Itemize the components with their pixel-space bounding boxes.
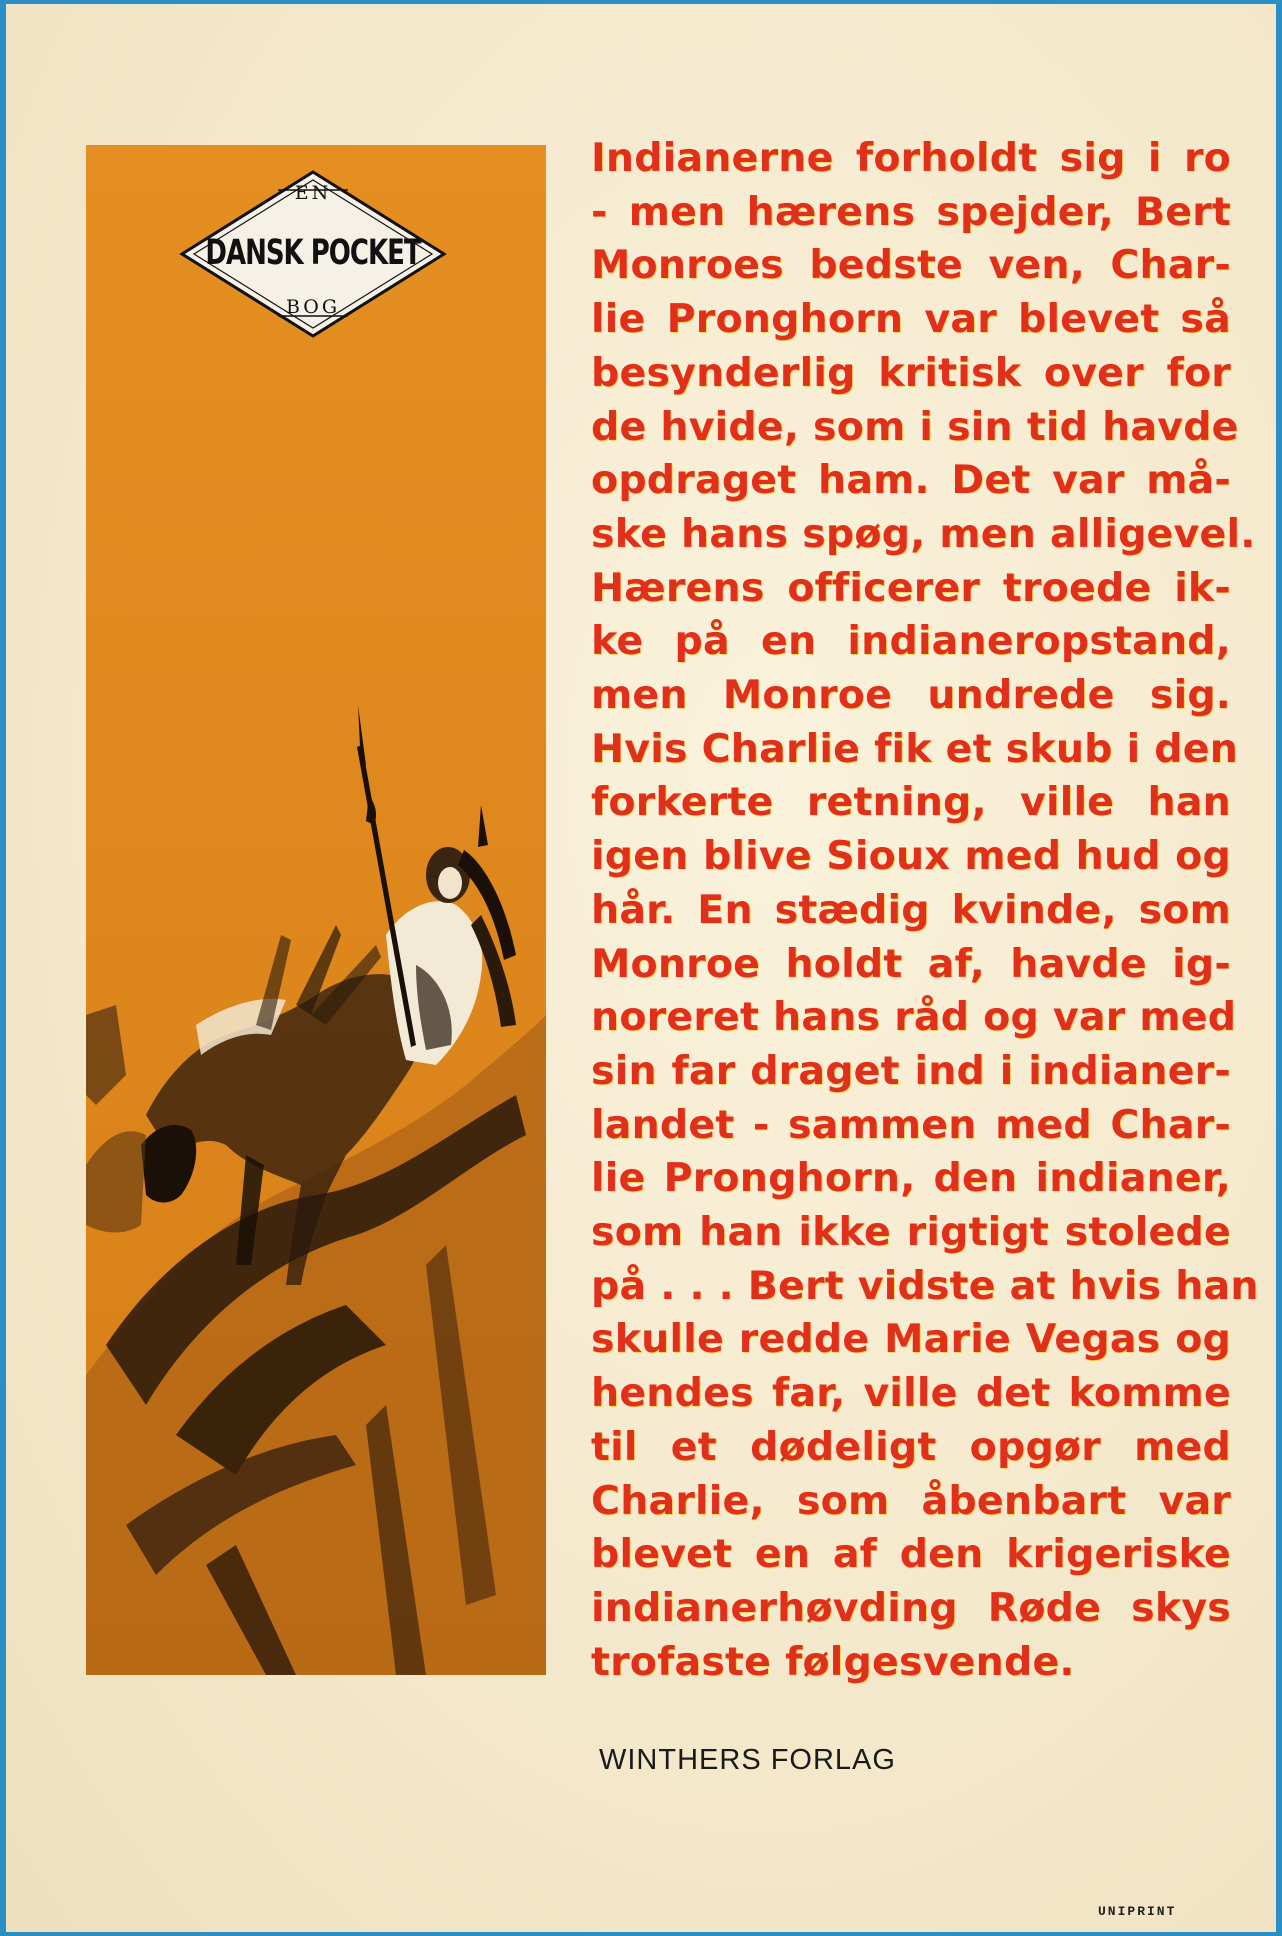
blurb-line: hendes far, ville det komme [591, 1370, 1231, 1417]
blurb-line: skulle redde Marie Vegas og [591, 1316, 1231, 1363]
blurb-line: Hvis Charlie fik et skub i den [591, 725, 1239, 772]
blurb-line: Hærens officerer troede ik- [591, 564, 1231, 611]
printer-mark: UNIPRINT [1098, 1904, 1177, 1919]
blurb-line: opdraget ham. Det var må- [591, 457, 1231, 504]
blurb-line: forkerte retning, ville han [591, 779, 1231, 826]
blurb-line: landet - sammen med Char- [591, 1101, 1231, 1148]
badge-bottom-text: BOG [285, 296, 341, 318]
blurb-line: indianerhøvding Røde skys [591, 1584, 1231, 1631]
indian-warrior-on-horseback-illustration [86, 145, 546, 1675]
blurb-line: men Monroe undrede sig. [591, 672, 1231, 719]
blurb-line: trofaste følgesvende. [591, 1638, 1075, 1685]
blurb-line: som han ikke rigtigt stolede [591, 1209, 1231, 1256]
blurb-line: blevet en af den krigeriske [591, 1531, 1231, 1578]
blurb-line: til et dødeligt opgør med [591, 1423, 1231, 1470]
blurb-line: besynderlig kritisk over for [591, 349, 1231, 396]
blurb-line: hår. En stædig kvinde, som [591, 886, 1231, 933]
blurb-line: igen blive Sioux med hud og [591, 833, 1231, 880]
back-cover-blurb [591, 132, 1259, 1689]
cover-illustration-panel [86, 145, 546, 1675]
blurb-line: på . . . Bert vidste at hvis han [591, 1262, 1259, 1309]
blurb-line: Charlie, som åbenbart var [591, 1477, 1231, 1524]
blurb-line: - men hærens spejder, Bert [591, 188, 1231, 235]
blurb-line: lie Pronghorn, den indianer, [591, 1155, 1231, 1202]
badge-top-text: EN [294, 182, 332, 204]
blurb-line: ske hans spøg, men alligevel. [591, 510, 1256, 557]
blurb-line: lie Pronghorn var blevet så [591, 296, 1231, 343]
blurb-line: noreret hans råd og var med [591, 994, 1237, 1041]
badge-brand-text: DANSK POCKET [205, 232, 421, 274]
blurb-line: Monroe holdt af, havde ig- [591, 940, 1231, 987]
blurb-line: sin far draget ind i indianer- [591, 1047, 1231, 1094]
blurb-line: ke på en indianeropstand, [591, 618, 1231, 665]
dansk-pocket-bog-badge [178, 168, 448, 340]
blurb-line: de hvide, som i sin tid havde [591, 403, 1239, 450]
publisher-name: WINTHERS FORLAG [599, 1744, 896, 1776]
blurb-line: Indianerne forholdt sig i ro [591, 135, 1231, 181]
blurb-line: Monroes bedste ven, Char- [591, 242, 1231, 289]
book-back-cover [6, 4, 1276, 1932]
